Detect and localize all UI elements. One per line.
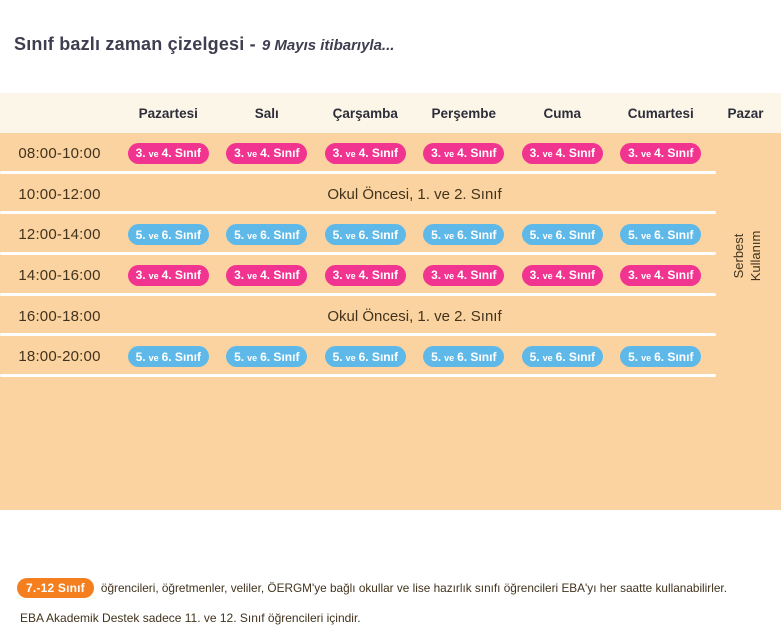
schedule-row: [0, 214, 714, 255]
day-cell: [513, 224, 612, 245]
class-pill: 3. ve 4. Sınıf: [325, 265, 406, 286]
class-pill: 5. ve 6. Sınıf: [128, 224, 209, 245]
class-pill: 3. ve 4. Sınıf: [128, 265, 209, 286]
page-title: [14, 34, 394, 55]
full-width-class-label: Okul Öncesi, 1. ve 2. Sınıf: [327, 185, 502, 203]
day-cell: [218, 224, 317, 245]
day-cell: [415, 346, 514, 367]
day-cell: [218, 346, 317, 367]
schedule-table: [0, 133, 781, 625]
class-pill: 5. ve 6. Sınıf: [423, 346, 504, 367]
day-cell: [415, 143, 514, 164]
day-cell: [513, 143, 612, 164]
day-cell: [316, 224, 415, 245]
schedule-row: [0, 336, 714, 377]
schedule-row: [0, 133, 714, 174]
class-pill: 3. ve 4. Sınıf: [423, 265, 504, 286]
class-pill: 3. ve 4. Sınıf: [620, 265, 701, 286]
time-slot-label: 18:00-20:00: [18, 348, 101, 366]
class-pill: 3. ve 4. Sınıf: [522, 143, 603, 164]
full-width-class-label: Okul Öncesi, 1. ve 2. Sınıf: [327, 307, 502, 325]
day-cell: [316, 265, 415, 286]
class-pill: 3. ve 4. Sınıf: [325, 143, 406, 164]
class-pill: 5. ve 6. Sınıf: [325, 346, 406, 367]
class-pill: 5. ve 6. Sınıf: [522, 346, 603, 367]
day-cell: [612, 143, 711, 164]
day-cell: [612, 346, 711, 367]
schedule-row: [0, 296, 714, 337]
class-pill: 3. ve 4. Sınıf: [226, 143, 307, 164]
class-pill: 3. ve 4. Sınıf: [620, 143, 701, 164]
time-slot-label: 08:00-10:00: [18, 144, 101, 162]
day-header: Perşembe: [431, 105, 497, 121]
day-header: Cumartesi: [627, 105, 694, 121]
class-pill: 5. ve 6. Sınıf: [423, 224, 504, 245]
day-cell: [415, 224, 514, 245]
day-cell: [316, 346, 415, 367]
day-cell: [119, 143, 218, 164]
class-pill: 5. ve 6. Sınıf: [620, 224, 701, 245]
class-pill: 3. ve 4. Sınıf: [128, 143, 209, 164]
day-cell: [119, 265, 218, 286]
day-header-row: [0, 93, 781, 133]
title-date-text: 9 Mayıs itibarıyla...: [261, 37, 395, 54]
note-akademik-destek: EBA Akademik Destek sadece 11. ve 12. Sınıf öğrencileri içindir.: [20, 611, 361, 625]
day-header: Pazartesi: [138, 105, 198, 121]
time-slot-label: 10:00-12:00: [18, 185, 101, 203]
day-cell: [513, 346, 612, 367]
title-main-text: Sınıf bazlı zaman çizelgesi -: [14, 34, 256, 54]
day-header: Çarşamba: [332, 105, 398, 121]
time-slot-label: 14:00-16:00: [18, 266, 101, 284]
day-cell: [415, 265, 514, 286]
day-cell: [612, 224, 711, 245]
day-header: Pazar: [727, 105, 764, 121]
schedule-row: [0, 255, 714, 296]
grade-7-12-badge: 7.-12 Sınıf: [17, 578, 94, 598]
class-pill: 5. ve 6. Sınıf: [226, 224, 307, 245]
class-pill: 3. ve 4. Sınıf: [522, 265, 603, 286]
class-pill: 5. ve 6. Sınıf: [522, 224, 603, 245]
note-rule-7-12: [17, 578, 727, 598]
day-cell: [119, 224, 218, 245]
class-pill: 5. ve 6. Sınıf: [226, 346, 307, 367]
day-cell: [513, 265, 612, 286]
day-cell: [218, 265, 317, 286]
time-slot-label: 16:00-18:00: [18, 307, 101, 325]
day-cell: [612, 265, 711, 286]
day-cell: [119, 346, 218, 367]
class-pill: 5. ve 6. Sınıf: [620, 346, 701, 367]
schedule-row: [0, 174, 714, 215]
day-header: Cuma: [543, 105, 581, 121]
class-pill: 5. ve 6. Sınıf: [128, 346, 209, 367]
class-pill: 3. ve 4. Sınıf: [226, 265, 307, 286]
time-slot-label: 12:00-14:00: [18, 226, 101, 244]
note-text-line1: öğrencileri, öğretmenler, veliler, ÖERGM'ye bağlı okullar ve lise hazırlık sınıfı öğrencileri EBA'yı her saatte kullanabilirler.: [100, 581, 727, 595]
sunday-free-use-label: Serbest Kullanım: [731, 230, 763, 282]
schedule-rows: [0, 133, 714, 377]
day-cell: [316, 143, 415, 164]
class-pill: 3. ve 4. Sınıf: [423, 143, 504, 164]
day-cell: [218, 143, 317, 164]
class-pill: 5. ve 6. Sınıf: [325, 224, 406, 245]
day-header: Salı: [254, 105, 279, 121]
